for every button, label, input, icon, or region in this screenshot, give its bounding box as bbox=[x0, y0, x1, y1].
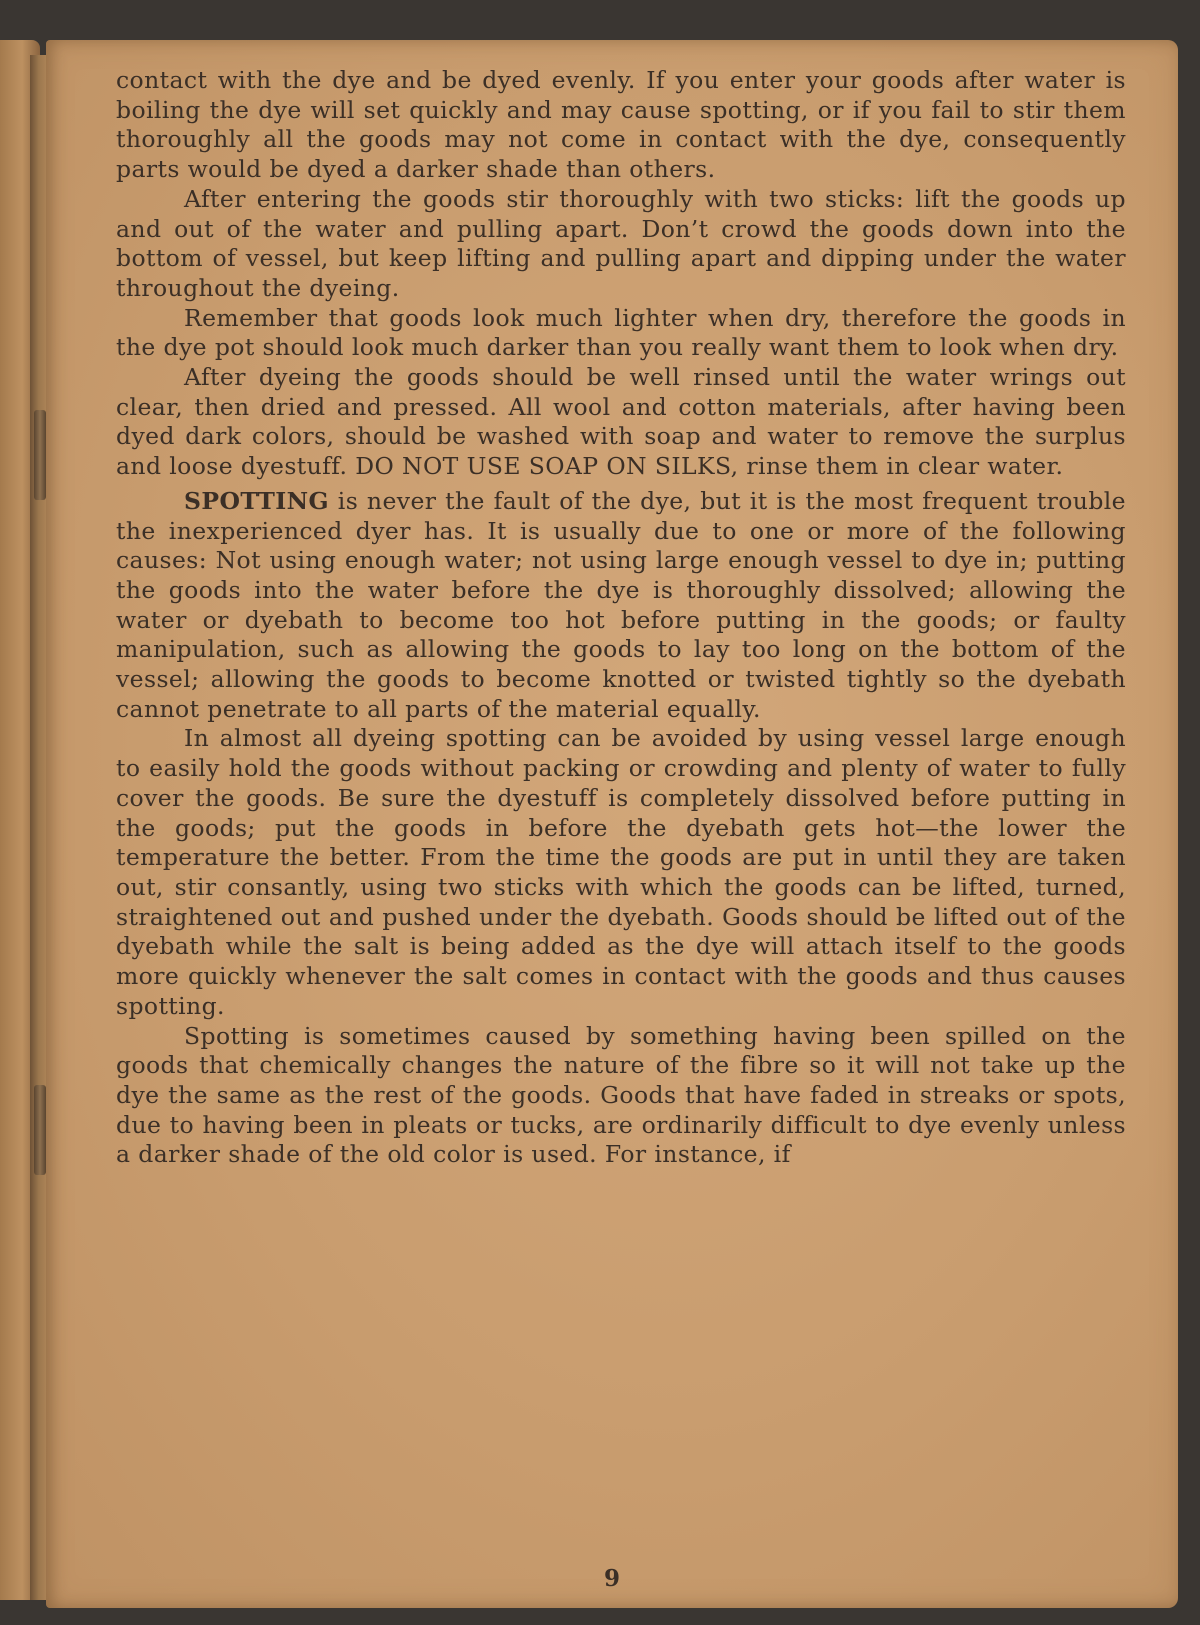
paragraph-remember: Remember that goods look much lighter when dry, therefore the goods in the dye pot should look much darker than you really want them to look when dry. bbox=[116, 303, 1126, 362]
paragraph-spotting bbox=[116, 487, 1126, 725]
staple-top bbox=[34, 410, 46, 500]
page-body-text bbox=[116, 66, 1126, 1170]
paragraph-rinsing: After dyeing the goods should be well rinsed until the water wrings out clear, then dried and pressed. All wool and cotton materials, after having been dyed dark colors, should be washed with soap and water to remove the surplus and loose dyestuff. DO NOT USE SOAP ON SILKS, rinse them in clear water. bbox=[116, 363, 1126, 481]
paragraph-spotting-causes: Spotting is sometimes caused by something having been spilled on the goods that chemically changes the nature of the fibre so it will not take up the dye the same as the rest of the goods. Goods that have faded in streaks or spots, due to having been in pleats or tucks, are ordinarily difficult to dye evenly unless a darker shade of the old color is used. For instance, if bbox=[116, 1021, 1126, 1169]
paragraph-continuation: contact with the dye and be dyed evenly. If you enter your goods after water is boiling the dye will set quickly and may cause spotting, or if you fail to stir them thoroughly all the goods may not come in contact with the dye, consequently parts would be dyed a darker shade than others. bbox=[116, 66, 1126, 184]
spotting-heading: SPOTTING bbox=[184, 486, 329, 515]
page-number: 9 bbox=[603, 1565, 620, 1592]
staple-bottom bbox=[34, 1085, 46, 1175]
book-page bbox=[46, 40, 1178, 1608]
paragraph-entering-goods: After entering the goods stir thoroughly with two sticks: lift the goods up and out of the water and pulling apart. Don’t crowd the goods down into the bottom of vessel, but keep lifting and pulling apart and dipping under the water throughout the dyeing. bbox=[116, 184, 1126, 302]
spotting-text: is never the fault of the dye, but it is the most frequent trouble the inexperienced dyer has. It is usually due to one or more of the following causes: Not using enough water; not using large enough vessel to dye in; putting the goods into the water before the dye is thoroughly dissolved; allowing the water or dyebath to become too hot before putting in the goods; or faulty manipulation, such as allowing the goods to lay too long on the bottom of the vessel; allowing the goods to become knotted or twisted tightly so the dyebath cannot penetrate to all parts of the material equally. bbox=[116, 486, 1126, 723]
paragraph-avoid-spotting: In almost all dyeing spotting can be avoided by using vessel large enough to easily hold the goods without packing or crowding and plenty of water to fully cover the goods. Be sure the dyestuff is completely dissolved before putting in the goods; put the goods in before the dyebath gets hot—the lower the temperature the better. From the time the goods are put in until they are taken out, stir consantly, using two sticks with which the goods can be lifted, turned, straightened out and pushed under the dyebath. Goods should be lifted out of the dyebath while the salt is being added as the dye will attach itself to the goods more quickly whenever the salt comes in contact with the goods and thus causes spotting. bbox=[116, 724, 1126, 1020]
